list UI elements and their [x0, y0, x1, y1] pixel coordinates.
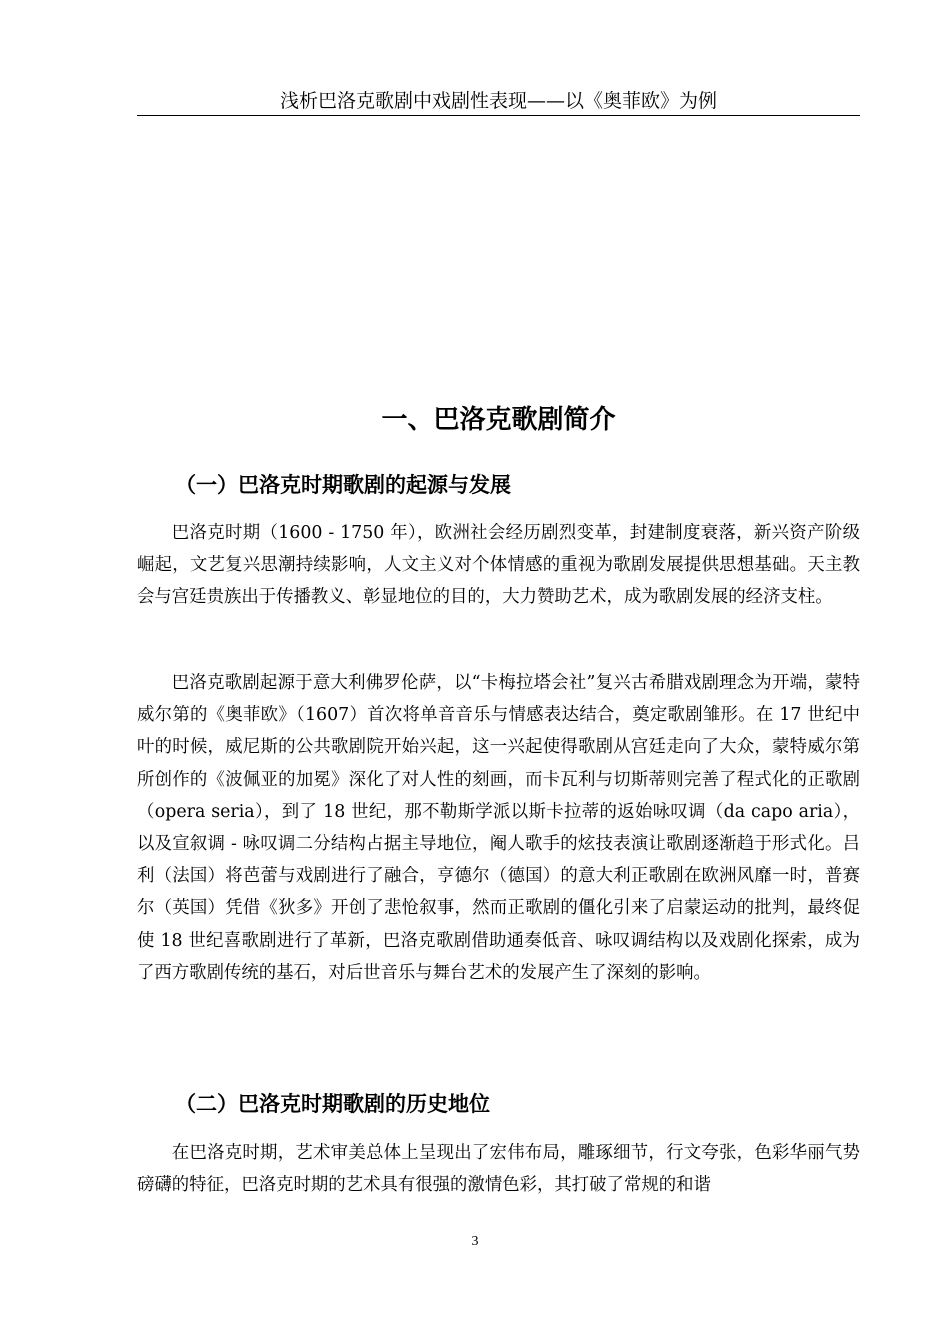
paragraph-1: 巴洛克时期（1600 - 1750 年），欧洲社会经历剧烈变革，封建制度衰落，新兴资产阶级崛起，文艺复兴思潮持续影响，人文主义对个体情感的重视为歌剧发展提供思想基础。天主教会与宫廷贵族出于传播教义、彰显地位的目的，大力赞助艺术，成为歌剧发展的经济支柱。 [137, 523, 860, 608]
paragraph-2: 巴洛克歌剧起源于意大利佛罗伦萨，以“卡梅拉塔会社”复兴古希腊戏剧理念为开端，蒙特威尔第的《奥菲欧》（1607）首次将单音音乐与情感表达结合，奠定歌剧雏形。在 17 世纪中叶的时候，威尼斯的公共歌剧院开始兴起，这一兴起使得歌剧从宫廷走向了大众，蒙特威尔第所创作的《波佩亚的加冕》深化了对人性的刻画，而卡瓦利与切斯蒂则完善了程式化的正歌剧（opera seria），到了 18 世纪，那不勒斯学派以斯卡拉蒂的返始咏叹调（da capo aria），以及宣叙调 - 咏叹调二分结构占据主导地位，阉人歌手的炫技表演让歌剧逐渐趋于形式化。吕利（法国）将芭蕾与戏剧进行了融合，亨德尔（德国）的意大利正歌剧在欧洲风靡一时，普赛尔（英国）凭借《狄多》开创了悲怆叙事，然而正歌剧的僵化引来了启蒙运动的批判，最终促使 18 世纪喜歌剧进行了革新，巴洛克歌剧借助通奏低音、咏叹调结构以及戏剧化探索，成为了西方歌剧传统的基石，对后世音乐与舞台艺术的发展产生了深刻的影响。 [137, 673, 860, 983]
paragraph-3: 在巴洛克时期，艺术审美总体上呈现出了宏伟布局，雕琢细节，行文夸张，色彩华丽气势磅礴的特征，巴洛克时期的艺术具有很强的激情色彩，其打破了常规的和谐 [137, 1143, 860, 1196]
running-header: 浅析巴洛克歌剧中戏剧性表现——以《奥菲欧》为例 [279, 90, 717, 112]
page-number: 3 [471, 1234, 479, 1249]
subsection-heading-2: （二）巴洛克时期歌剧的历史地位 [175, 1092, 490, 1116]
section-heading: 一、巴洛克歌剧简介 [381, 405, 616, 435]
subsection-heading-1: （一）巴洛克时期歌剧的起源与发展 [175, 473, 511, 497]
header-divider [137, 115, 860, 116]
